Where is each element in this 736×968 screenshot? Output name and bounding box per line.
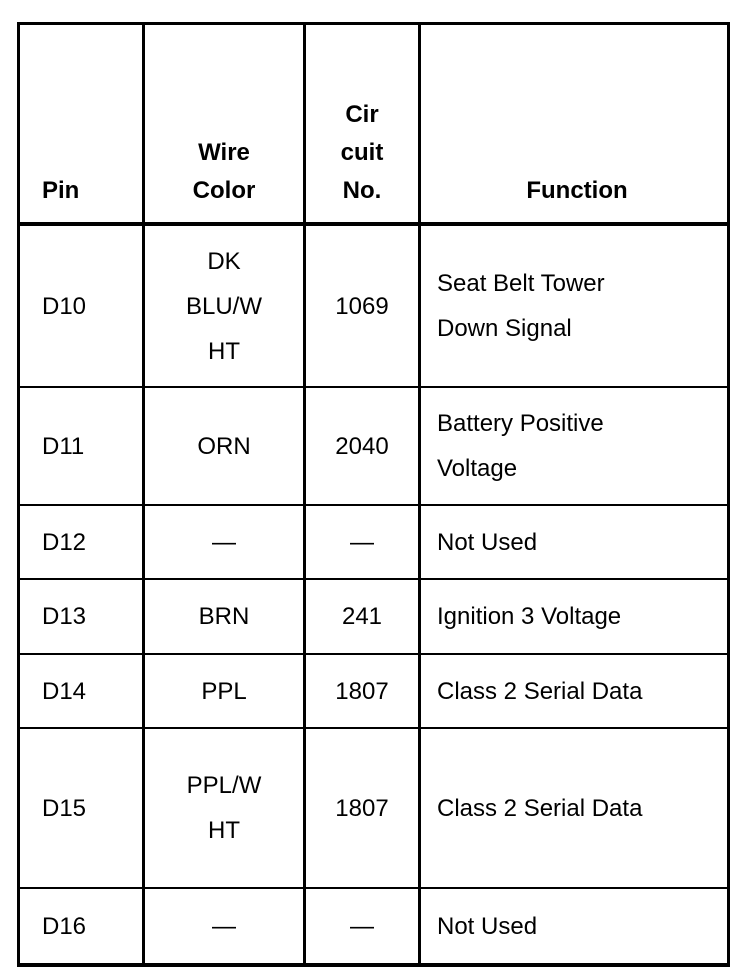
wire-color-cell: PPL/W HT [144, 728, 305, 888]
connector-pin-table [17, 22, 730, 967]
table-header [19, 24, 729, 225]
header-pin: Pin [19, 24, 144, 225]
table-row [19, 505, 729, 579]
table-body [19, 224, 729, 965]
wire-color-cell: BRN [144, 579, 305, 654]
wire-color-cell: — [144, 888, 305, 965]
pin-cell: D13 [19, 579, 144, 654]
wire-color-cell: ORN [144, 387, 305, 505]
header-row [19, 24, 729, 225]
pin-cell: D10 [19, 224, 144, 387]
table-row [19, 579, 729, 654]
circuit-cell: 1807 [305, 654, 420, 728]
circuit-cell: 1807 [305, 728, 420, 888]
wire-color-cell: PPL [144, 654, 305, 728]
function-cell: Ignition 3 Voltage [420, 579, 729, 654]
table-row [19, 387, 729, 505]
circuit-cell: 2040 [305, 387, 420, 505]
header-circuit-number: Cir cuit No. [305, 24, 420, 225]
table-row [19, 654, 729, 728]
wire-color-cell: — [144, 505, 305, 579]
pin-cell: D11 [19, 387, 144, 505]
circuit-cell: — [305, 505, 420, 579]
pin-cell: D14 [19, 654, 144, 728]
pin-cell: D12 [19, 505, 144, 579]
wire-color-cell: DK BLU/W HT [144, 224, 305, 387]
circuit-cell: 241 [305, 579, 420, 654]
header-function: Function [420, 24, 729, 225]
table-row [19, 728, 729, 888]
function-cell: Battery Positive Voltage [420, 387, 729, 505]
function-cell: Not Used [420, 888, 729, 965]
circuit-cell: — [305, 888, 420, 965]
function-cell: Seat Belt Tower Down Signal [420, 224, 729, 387]
pin-cell: D16 [19, 888, 144, 965]
function-cell: Class 2 Serial Data [420, 654, 729, 728]
table-row [19, 888, 729, 965]
circuit-cell: 1069 [305, 224, 420, 387]
pin-cell: D15 [19, 728, 144, 888]
header-wire-color: Wire Color [144, 24, 305, 225]
table-row [19, 224, 729, 387]
function-cell: Class 2 Serial Data [420, 728, 729, 888]
function-cell: Not Used [420, 505, 729, 579]
